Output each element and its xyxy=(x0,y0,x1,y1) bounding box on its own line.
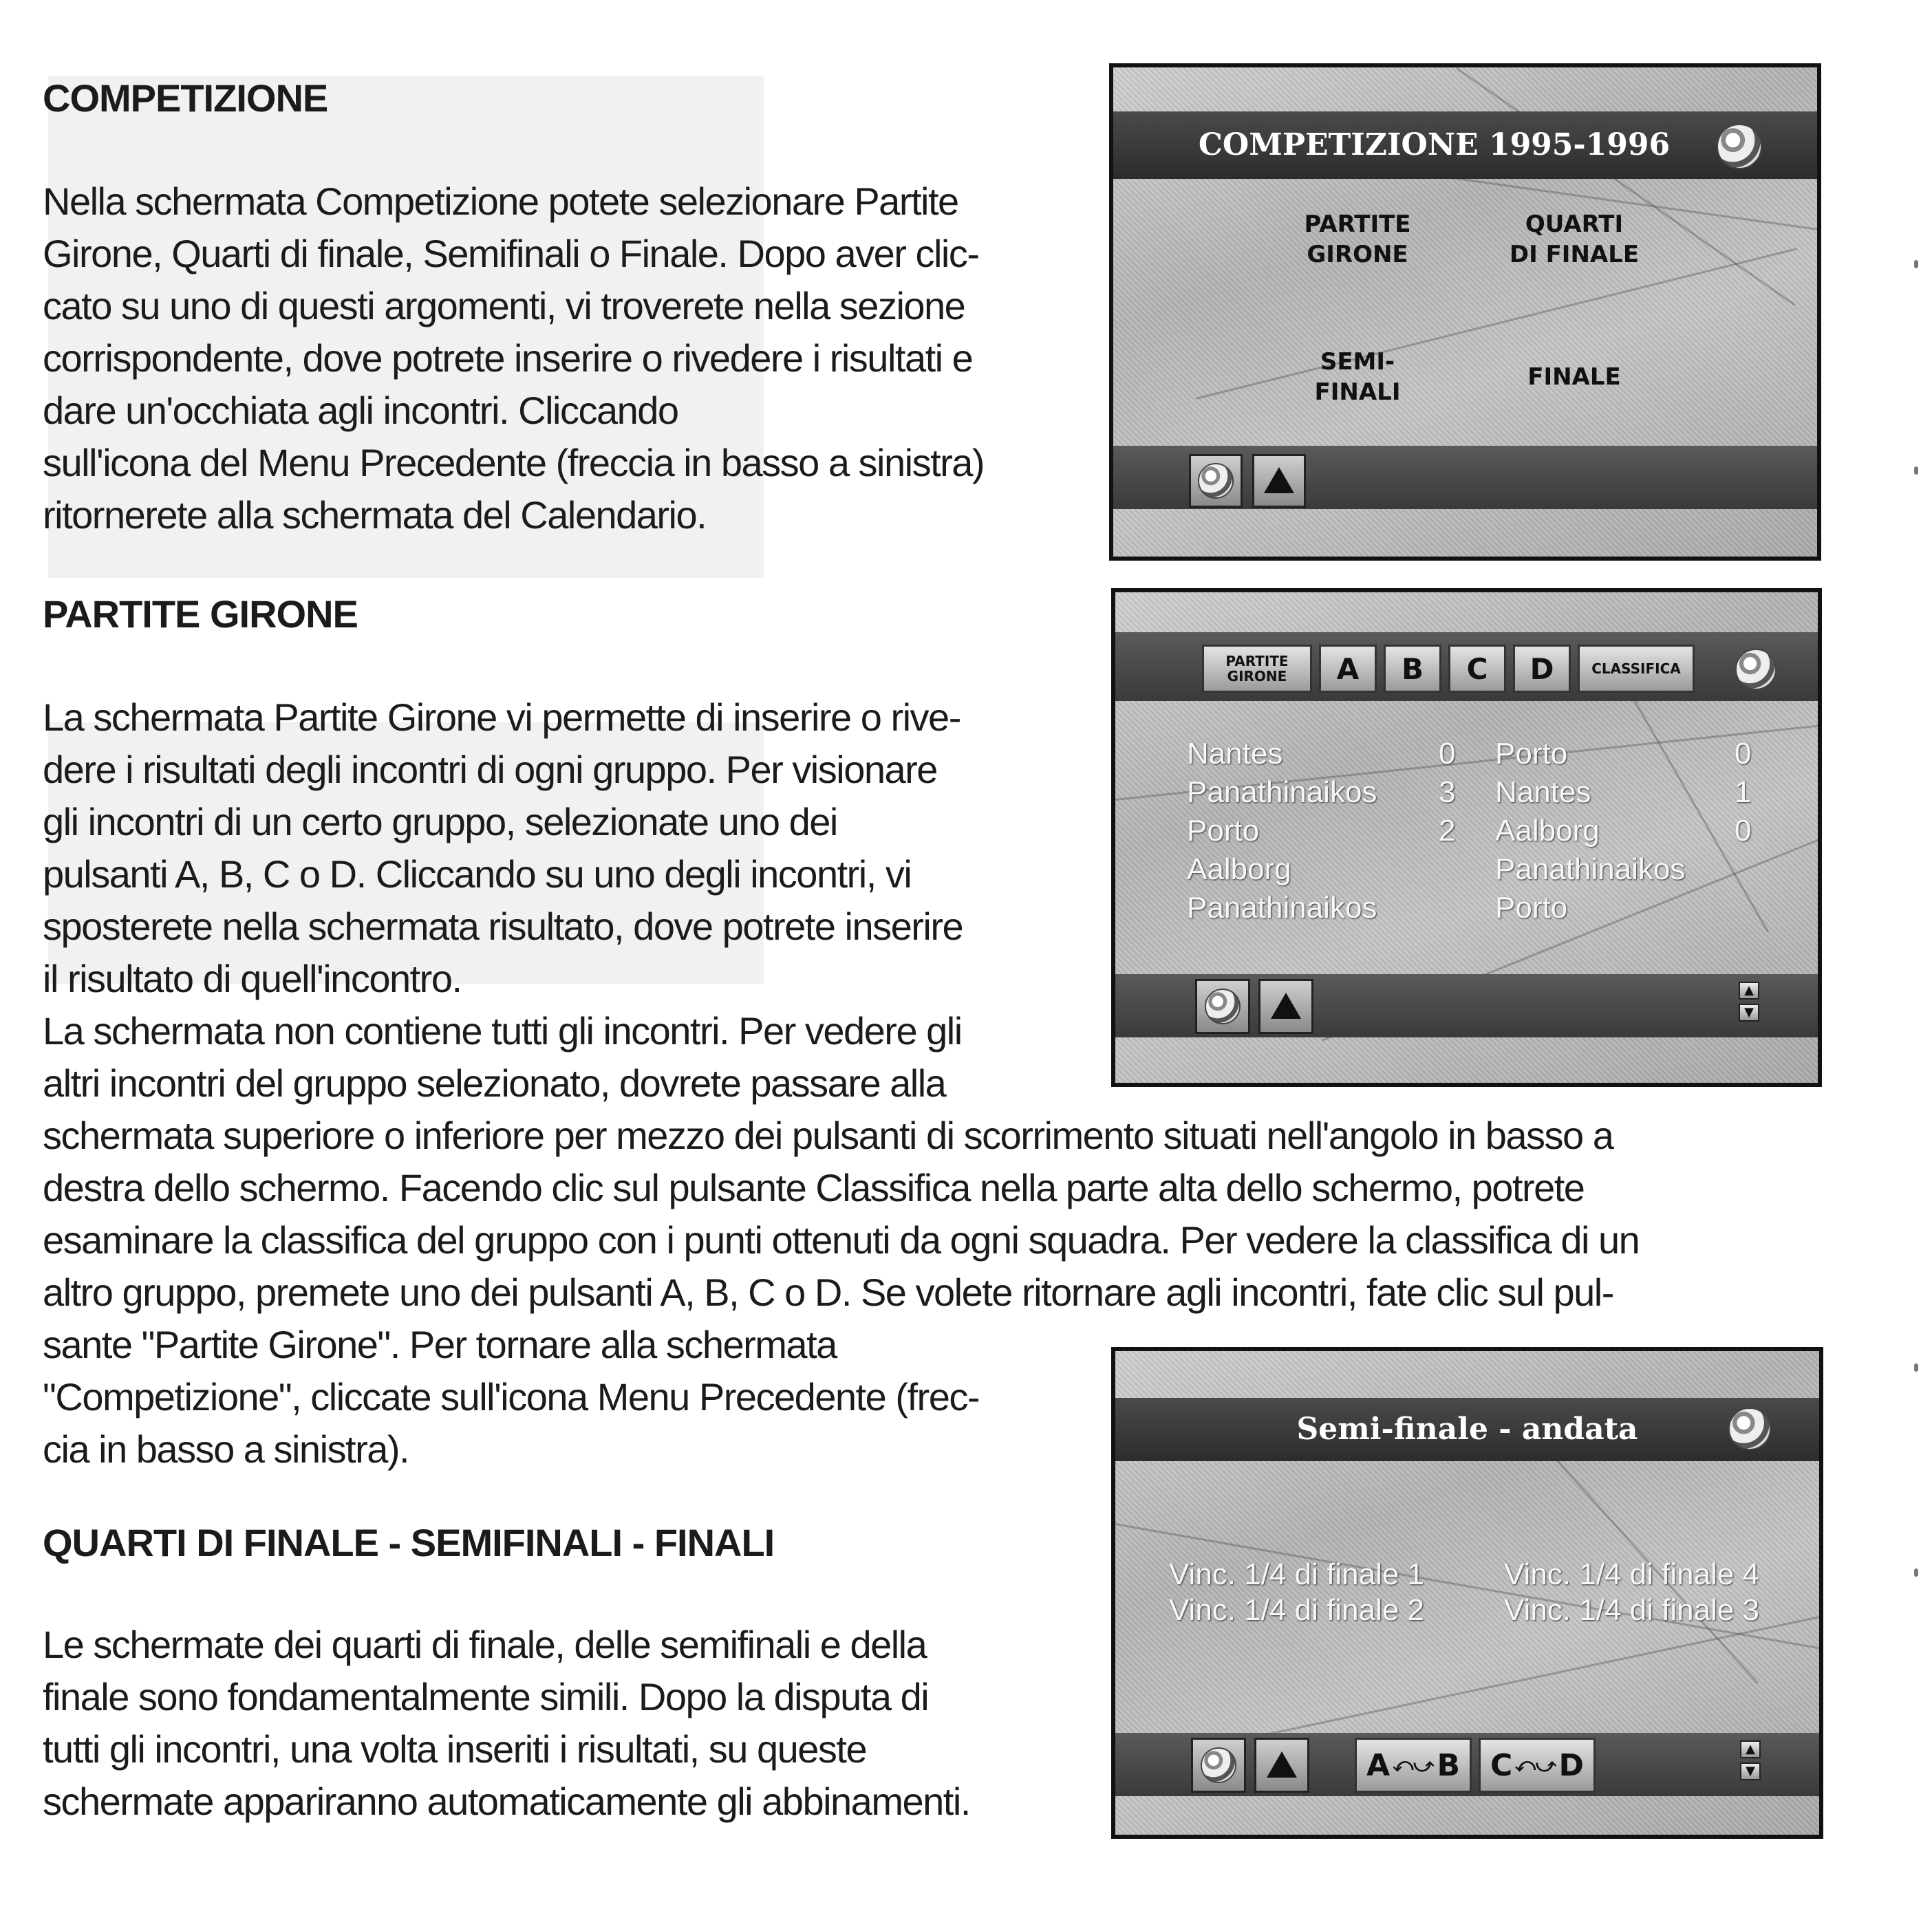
quarti-text xyxy=(43,1619,970,1828)
tab-label: D xyxy=(1530,651,1554,686)
tab-label: A xyxy=(1336,651,1360,686)
text-line: Le schermate dei quarti di finale, delle semifinali e della xyxy=(43,1623,927,1666)
heading-competizione: COMPETIZIONE xyxy=(43,76,328,120)
text-line: sposterete nella schermata risultato, dove potrete inserire xyxy=(43,905,963,948)
text-line: sante "Partite Girone". Per tornare alla schermata xyxy=(43,1323,837,1366)
tab-group-c[interactable] xyxy=(1448,645,1506,693)
scroll-up-button[interactable]: ▲ xyxy=(1740,1740,1761,1758)
screen-background xyxy=(1113,67,1817,557)
text-line: La schermata Partite Girone vi permette di inserire o rive- xyxy=(43,695,960,739)
text-line: corrispondente, dove potrete inserire o rivedere i risultati e xyxy=(43,336,973,380)
match-row[interactable] xyxy=(1187,775,1377,810)
up-arrow-icon xyxy=(1271,993,1301,1019)
scroll-down-button[interactable]: ▼ xyxy=(1739,1004,1759,1022)
match-score xyxy=(1439,814,1455,848)
button-label: SEMI- FINALI xyxy=(1314,348,1401,406)
text-line: cato su uno di questi argomenti, vi troverete nella sezione xyxy=(43,284,965,327)
tab-group-a[interactable] xyxy=(1319,645,1377,693)
text-line: "Competizione", cliccate sull'icona Menu Precedente (frec- xyxy=(43,1375,979,1418)
match-score xyxy=(1735,775,1751,810)
text-line: Nella schermata Competizione potete selezionare Partite xyxy=(43,180,958,223)
screen-background xyxy=(1115,592,1818,1083)
button-label: B xyxy=(1437,1747,1460,1783)
team-name: Porto xyxy=(1495,737,1568,770)
tab-label: CLASSIFICA xyxy=(1591,660,1681,677)
tab-partite-girone[interactable] xyxy=(1202,645,1312,693)
champions-league-logo-icon xyxy=(1728,1407,1771,1450)
match-row[interactable] xyxy=(1504,1593,1759,1628)
text-line: schermata superiore o inferiore per mezzo dei pulsanti di scorrimento situati nell'angolo in basso a xyxy=(43,1114,1613,1157)
margin-mark xyxy=(1914,260,1918,268)
text-line: altro gruppo, premete uno dei pulsanti A, B, C o D. Se volete ritornare agli incontri, fate clic sul pul- xyxy=(43,1271,1613,1314)
tab-label: B xyxy=(1401,651,1424,686)
team-name: Porto xyxy=(1187,814,1260,848)
match-score xyxy=(1439,775,1455,810)
champions-league-logo-icon xyxy=(1717,124,1762,169)
scroll-up-button[interactable]: ▲ xyxy=(1739,982,1759,1000)
margin-mark xyxy=(1914,1363,1918,1372)
swap-c-d-button[interactable] xyxy=(1479,1738,1596,1793)
tab-classifica[interactable] xyxy=(1578,645,1695,693)
text-line: dere i risultati degli incontri di ogni gruppo. Per visionare xyxy=(43,748,937,791)
team-name: Vinc. 1/4 di finale 1 xyxy=(1169,1557,1424,1591)
tab-group-b[interactable] xyxy=(1384,645,1441,693)
marble-vein xyxy=(1527,1427,1759,1684)
text-line: ritornerete alla schermata del Calendario. xyxy=(43,493,707,537)
text-line: cia in basso a sinistra). xyxy=(43,1427,409,1471)
partite-girone-button[interactable] xyxy=(1271,188,1443,291)
football-button[interactable] xyxy=(1191,1738,1246,1793)
competizione-screen xyxy=(1109,63,1821,561)
competizione-text xyxy=(43,175,984,541)
text-line: altri incontri del gruppo selezionato, dovrete passare alla xyxy=(43,1061,946,1105)
text-line: dare un'occhiata agli incontri. Cliccando xyxy=(43,389,678,432)
match-row[interactable] xyxy=(1169,1593,1424,1628)
team-name: Panathinaikos xyxy=(1495,852,1686,886)
match-row[interactable] xyxy=(1187,737,1282,771)
text-line: tutti gli incontri, una volta inseriti i risultati, su queste xyxy=(43,1727,867,1771)
match-row[interactable] xyxy=(1495,852,1685,887)
button-label: D xyxy=(1558,1747,1584,1783)
partite-girone-wide-text xyxy=(43,1110,1639,1319)
button-label: FINALE xyxy=(1527,363,1621,391)
text-line: La schermata non contiene tutti gli incontri. Per vedere gli xyxy=(43,1009,962,1053)
screen-background xyxy=(1115,1351,1819,1835)
score: 3 xyxy=(1439,775,1456,809)
match-row[interactable] xyxy=(1187,891,1377,925)
match-row[interactable] xyxy=(1495,775,1591,810)
button-label: QUARTI DI FINALE xyxy=(1509,211,1640,268)
swap-a-b-button[interactable] xyxy=(1355,1738,1472,1793)
match-row[interactable] xyxy=(1495,737,1567,771)
team-name: Panathinaikos xyxy=(1187,891,1377,925)
semifinali-button[interactable] xyxy=(1271,325,1443,429)
text-line: sull'icona del Menu Precedente (freccia in basso a sinistra) xyxy=(43,441,985,484)
tab-group-d[interactable] xyxy=(1513,645,1571,693)
heading-quarti: QUARTI DI FINALE - SEMIFINALI - FINALI xyxy=(43,1521,775,1564)
screen-title-bar xyxy=(1115,1398,1819,1461)
previous-menu-button[interactable] xyxy=(1254,1738,1309,1793)
team-name: Nantes xyxy=(1495,775,1591,809)
team-name: Nantes xyxy=(1187,737,1283,770)
up-arrow-icon xyxy=(1267,1751,1297,1778)
partite-girone-tail-text xyxy=(43,1319,979,1476)
text-line: pulsanti A, B, C o D. Cliccando su uno degli incontri, vi xyxy=(43,852,912,896)
partite-girone-screen xyxy=(1111,588,1822,1087)
football-button[interactable] xyxy=(1195,979,1250,1034)
match-score xyxy=(1735,737,1751,771)
match-score xyxy=(1439,737,1455,771)
football-button[interactable] xyxy=(1189,454,1243,508)
scroll-arrows-icon[interactable] xyxy=(1740,1740,1761,1780)
quarti-di-finale-button[interactable] xyxy=(1488,188,1660,291)
text-line: finale sono fondamentalmente simili. Dopo la disputa di xyxy=(43,1675,929,1718)
match-row[interactable] xyxy=(1495,814,1600,848)
heading-partite-girone: PARTITE GIRONE xyxy=(43,592,358,636)
scroll-arrows-icon[interactable] xyxy=(1739,982,1759,1022)
football-icon xyxy=(1201,1747,1236,1783)
score: 0 xyxy=(1735,737,1752,770)
team-name: Vinc. 1/4 di finale 4 xyxy=(1504,1557,1759,1591)
match-row[interactable] xyxy=(1187,814,1259,848)
match-row[interactable] xyxy=(1504,1557,1759,1592)
text-line: gli incontri di un certo gruppo, selezionate uno dei xyxy=(43,800,837,843)
button-label: A xyxy=(1366,1747,1391,1783)
score: 0 xyxy=(1439,737,1456,770)
partite-girone-text xyxy=(43,691,963,1110)
previous-menu-button[interactable] xyxy=(1252,454,1306,508)
screen-title: Semi-finale - andata xyxy=(1296,1412,1638,1447)
text-line: esaminare la classifica del gruppo con i punti ottenuti da ogni squadra. Per vedere la classifica di un xyxy=(43,1218,1640,1262)
team-name: Vinc. 1/4 di finale 3 xyxy=(1504,1593,1759,1627)
text-line: destra dello schermo. Facendo clic sul pulsante Classifica nella parte alta dello schermo, potrete xyxy=(43,1166,1585,1209)
finale-button[interactable] xyxy=(1488,325,1660,429)
match-row[interactable] xyxy=(1495,891,1567,925)
text-line: schermate appariranno automaticamente gli abbinamenti. xyxy=(43,1780,970,1823)
tab-label: C xyxy=(1466,651,1488,686)
margin-mark xyxy=(1914,466,1918,475)
team-name: Panathinaikos xyxy=(1187,775,1377,809)
team-name: Aalborg xyxy=(1187,852,1291,886)
previous-menu-button[interactable] xyxy=(1258,979,1313,1034)
text-line: Girone, Quarti di finale, Semifinali o Finale. Dopo aver clic- xyxy=(43,232,979,275)
score: 1 xyxy=(1735,775,1752,809)
tab-label: PARTITE GIRONE xyxy=(1225,653,1289,684)
up-arrow-icon xyxy=(1264,467,1294,493)
match-row[interactable] xyxy=(1187,852,1291,887)
screen-title-bar xyxy=(1113,111,1817,179)
margin-mark xyxy=(1914,1568,1918,1577)
screen-title: COMPETIZIONE 1995-1996 xyxy=(1198,127,1671,162)
match-score xyxy=(1735,814,1751,848)
team-name: Aalborg xyxy=(1495,814,1600,848)
button-label: PARTITE GIRONE xyxy=(1304,211,1411,268)
match-row[interactable] xyxy=(1169,1557,1424,1592)
score: 2 xyxy=(1439,814,1456,848)
team-name: Vinc. 1/4 di finale 2 xyxy=(1169,1593,1424,1627)
semi-finale-screen xyxy=(1111,1347,1823,1839)
football-icon xyxy=(1205,989,1241,1024)
swap-arrows-icon: ⤺⤻ xyxy=(1393,1754,1435,1776)
text-line: il risultato di quell'incontro. xyxy=(43,957,462,1000)
football-icon xyxy=(1198,463,1234,499)
scroll-down-button[interactable]: ▼ xyxy=(1740,1762,1761,1780)
score: 0 xyxy=(1735,814,1752,848)
champions-league-logo-icon xyxy=(1735,649,1777,690)
button-label: C xyxy=(1490,1747,1513,1783)
swap-arrows-icon: ⤺⤻ xyxy=(1514,1754,1556,1776)
team-name: Porto xyxy=(1495,891,1568,925)
